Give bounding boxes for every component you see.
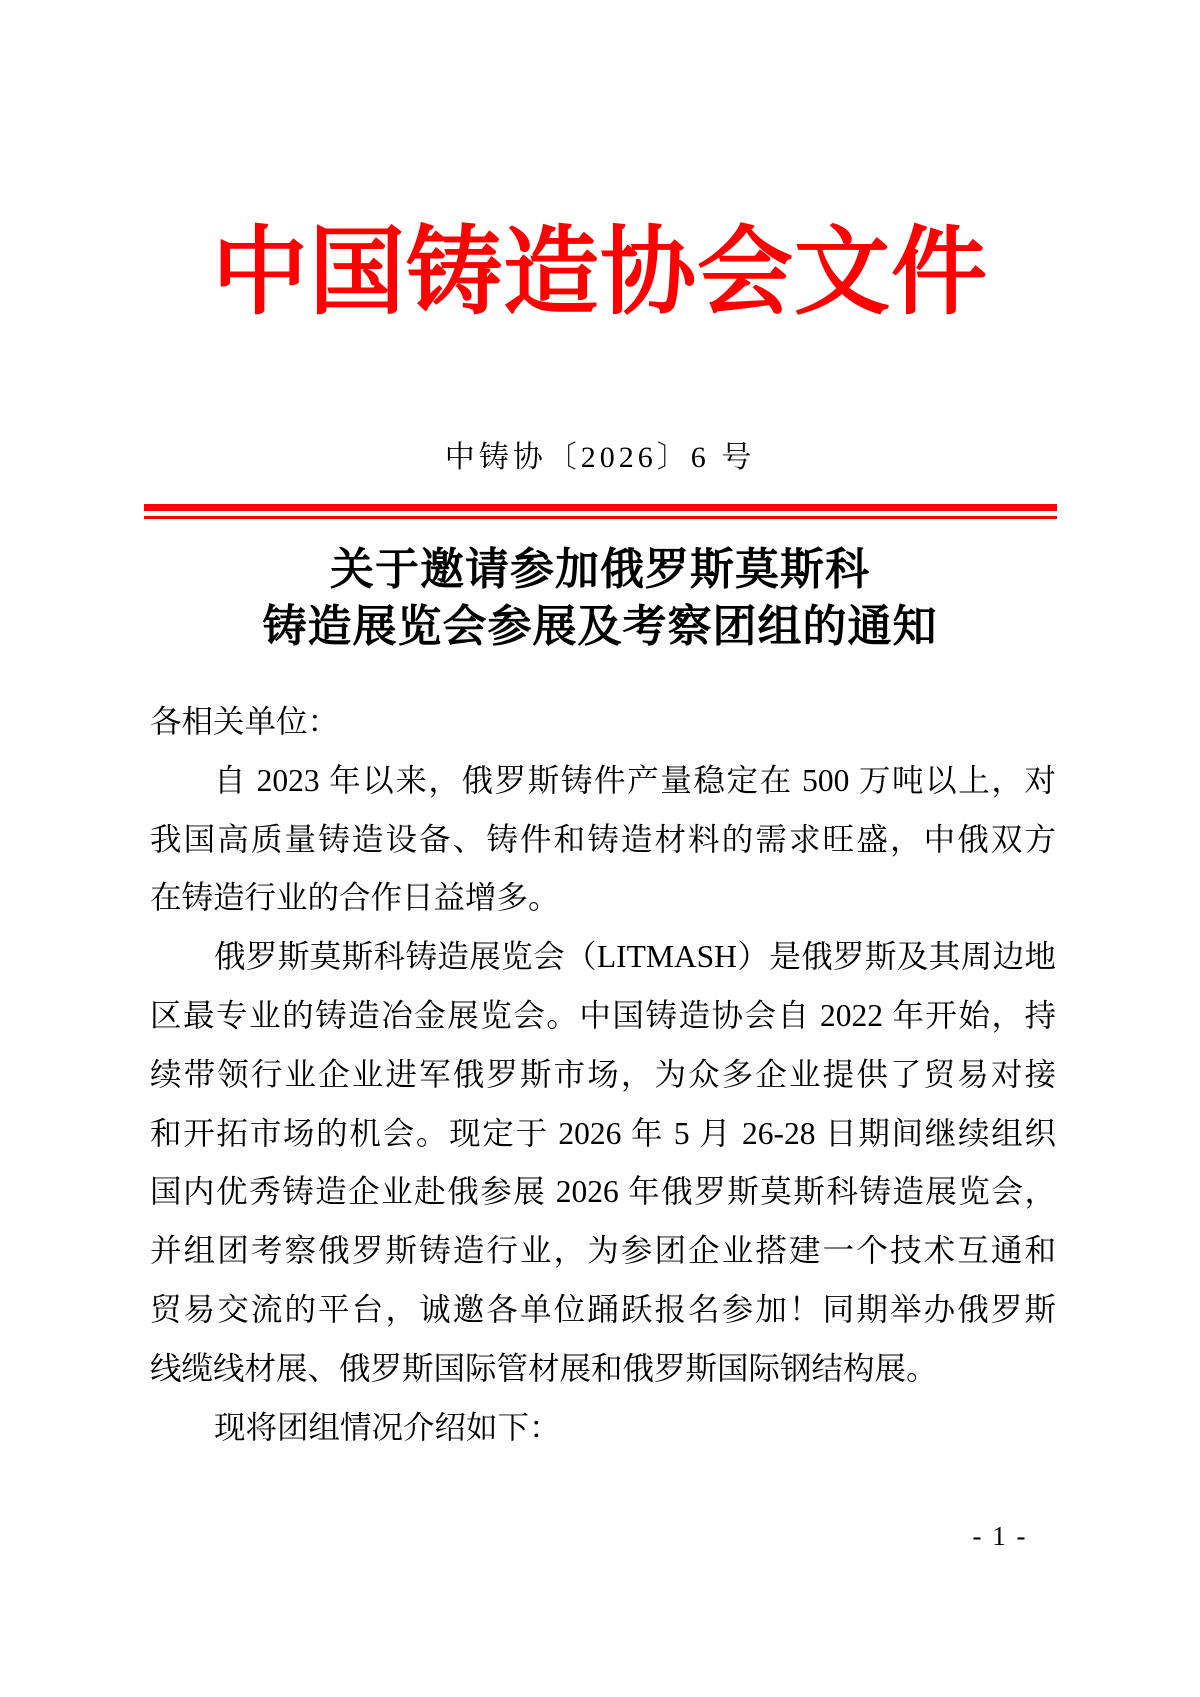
body-line-salutation: 各相关单位： — [150, 704, 340, 739]
body-line: 现将团组情况介绍如下： — [214, 1409, 561, 1445]
body-line: 俄罗斯莫斯科铸造展览会（LITMASH）是俄罗斯及其周边地 — [214, 939, 1056, 975]
body-line: 并组团考察俄罗斯铸造行业，为参团企业搭建一个技术互通和 — [150, 1233, 1056, 1269]
doc-title-line2: 铸造展览会参展及考察团组的通知 — [262, 602, 938, 651]
body-line: 线缆线材展、俄罗斯国际管材展和俄罗斯国际钢结构展。 — [150, 1350, 938, 1386]
body-line: 我国高质量铸造设备、铸件和铸造材料的需求旺盛，中俄双方 — [150, 821, 1056, 857]
org-masthead-title: 中国铸造协会文件 — [212, 219, 988, 326]
page-number: - 1 - — [972, 1521, 1028, 1551]
body-line: 贸易交流的平台，诚邀各单位踊跃报名参加！同期举办俄罗斯 — [150, 1291, 1056, 1327]
body-line: 续带领行业企业进军俄罗斯市场，为众多企业提供了贸易对接 — [150, 1056, 1056, 1092]
body-line: 自 2023 年以来，俄罗斯铸件产量稳定在 500 万吨以上，对 — [214, 762, 1056, 798]
body-line: 区最专业的铸造冶金展览会。中国铸造协会自 2022 年开始，持 — [150, 997, 1056, 1033]
red-separator-rule — [144, 504, 1057, 519]
body-text — [150, 693, 1056, 1457]
doc-title-line1: 关于邀请参加俄罗斯莫斯科 — [330, 545, 870, 594]
body-line: 和开拓市场的机会。现定于 2026 年 5 月 26-28 日期间继续组织 — [150, 1115, 1056, 1151]
body-line: 在铸造行业的合作日益增多。 — [150, 880, 560, 916]
doc-title — [0, 541, 1200, 655]
doc-number: 中铸协〔2026〕6 号 — [444, 441, 756, 474]
body-line: 国内优秀铸造企业赴俄参展 2026 年俄罗斯莫斯科铸造展览会， — [150, 1174, 1056, 1210]
